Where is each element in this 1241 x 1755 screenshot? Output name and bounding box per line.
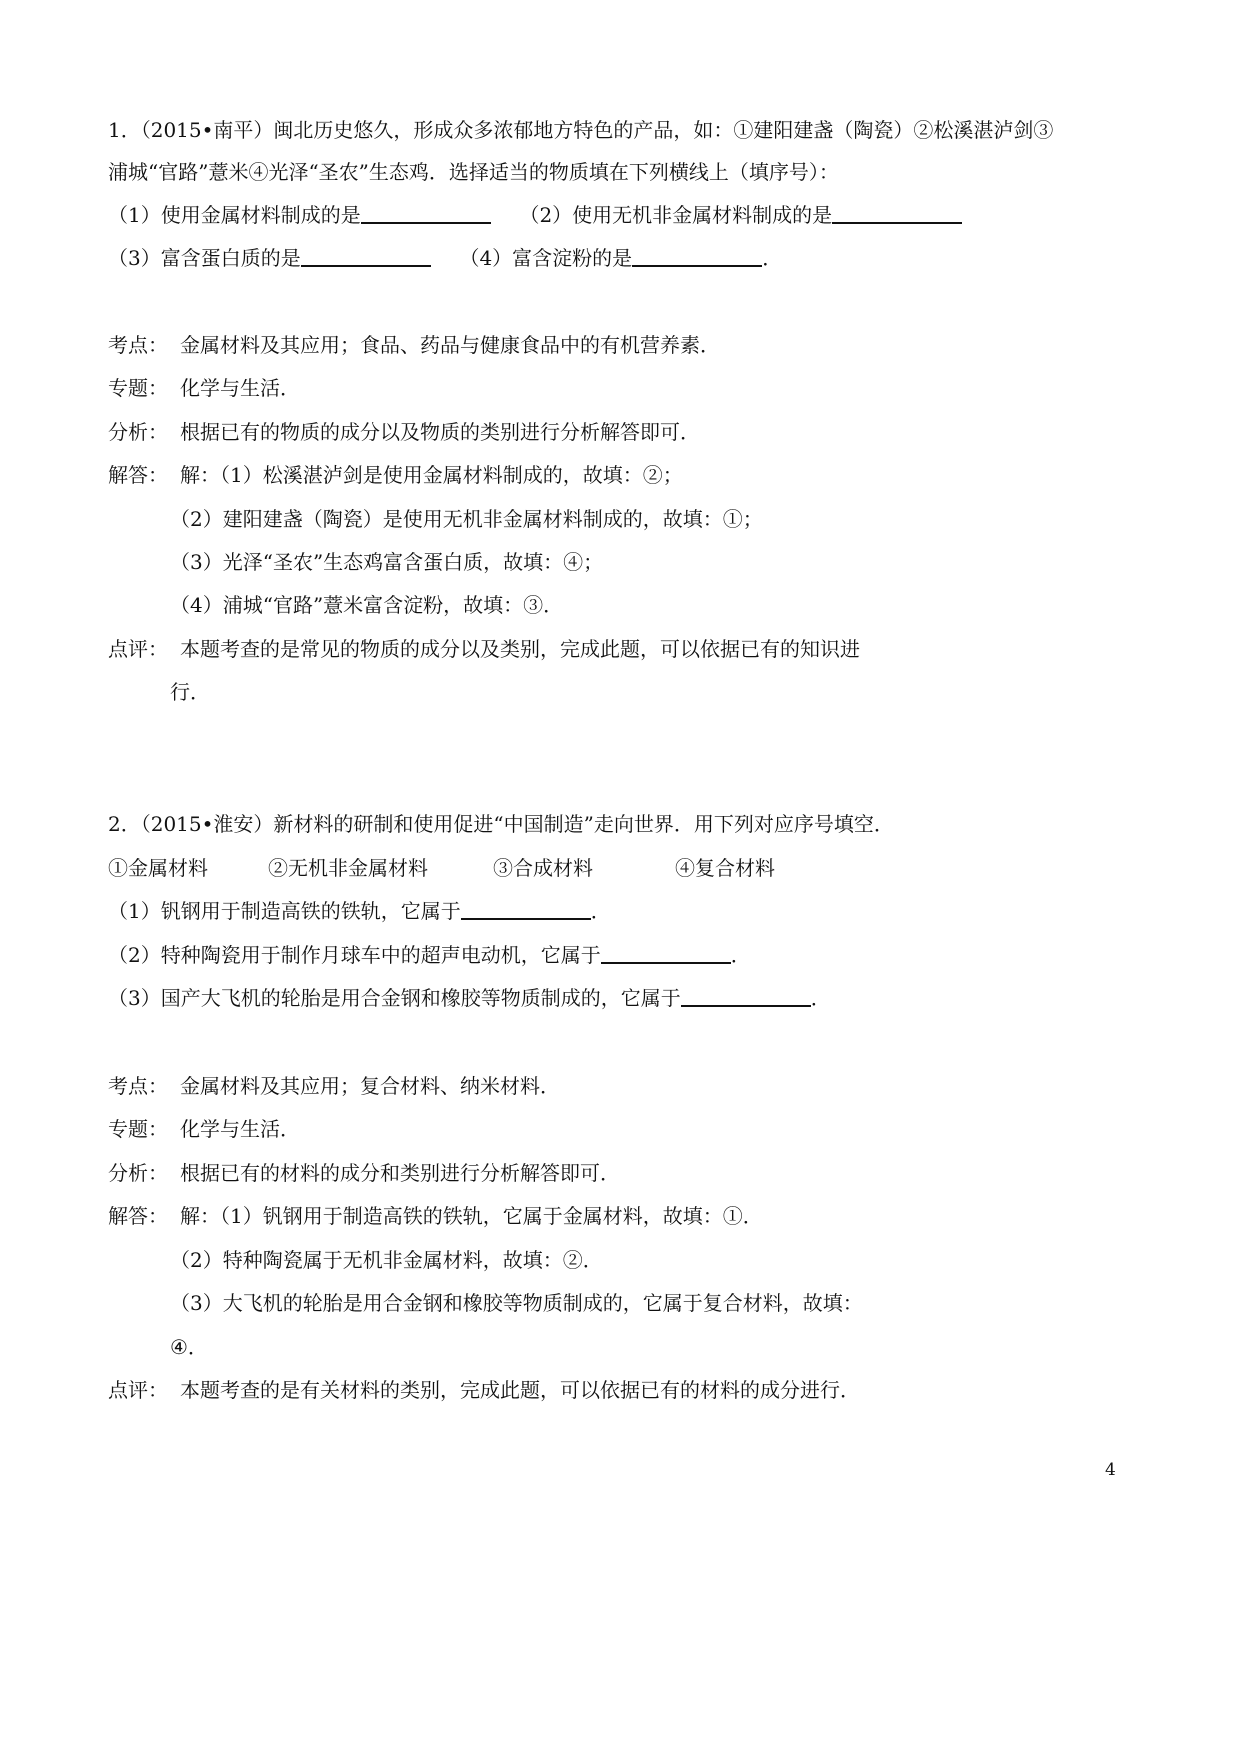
q2-fenxi-text: 根据已有的材料的成分和类别进行分析解答即可． — [180, 1161, 620, 1185]
q1-fenxi — [108, 418, 700, 446]
q2-option-4: ④复合材料 — [675, 856, 775, 880]
q1-sub2-blank[interactable] — [832, 202, 962, 224]
q2-sub2-end: ． — [730, 943, 751, 967]
q2-kaodian-text: 金属材料及其应用；复合材料、纳米材料． — [180, 1074, 560, 1098]
q1-zhuanti-text: 化学与生活． — [180, 376, 300, 400]
q2-jieda-line4: ④． — [170, 1335, 208, 1359]
q1-dianping-line2: 行． — [170, 680, 210, 704]
q2-sub1-blank[interactable] — [461, 898, 591, 920]
q2-sub2-text: （2）特种陶瓷用于制作月球车中的超声电动机，它属于 — [108, 943, 601, 967]
q1-sub1-text: （1）使用金属材料制成的是 — [108, 203, 361, 227]
q2-dianping — [108, 1376, 860, 1404]
page-number: 4 — [1105, 1460, 1116, 1480]
q2-zhuanti-label: 专题： — [108, 1117, 168, 1141]
q2-jieda-label: 解答： — [108, 1204, 168, 1228]
q1-sub3-text: （3）富含蛋白质的是 — [108, 246, 301, 270]
q1-jieda-line1: 解：（1）松溪湛泸剑是使用金属材料制成的，故填：②； — [180, 463, 683, 487]
q2-fenxi — [108, 1159, 620, 1187]
q2-option-1: ①金属材料 — [108, 856, 208, 880]
q2-jieda-line2: （2）特种陶瓷属于无机非金属材料，故填：②． — [170, 1248, 603, 1272]
q1-dianping — [108, 635, 860, 663]
q2-zhuanti — [108, 1115, 300, 1143]
q1-stem-line1: 1．（2015•南平）闽北历史悠久，形成众多浓郁地方特色的产品，如：①建阳建盏（陶瓷）②松溪湛泸剑③ — [108, 118, 1054, 142]
q2-jieda-line1: 解：（1）钒钢用于制造高铁的铁轨，它属于金属材料，故填：①． — [180, 1204, 763, 1228]
q2-sub1-text: （1）钒钢用于制造高铁的铁轨，它属于 — [108, 899, 461, 923]
q2-option-3: ③合成材料 — [493, 856, 593, 880]
q1-sub3-blank[interactable] — [301, 245, 431, 267]
q1-sub2-text: （2）使用无机非金属材料制成的是 — [519, 203, 833, 227]
q1-sub4-text: （4）富含淀粉的是 — [459, 246, 633, 270]
q2-dianping-label: 点评： — [108, 1378, 168, 1402]
q1-jieda-line2: （2）建阳建盏（陶瓷）是使用无机非金属材料制成的，故填：①； — [170, 507, 763, 531]
q1-subquestions-row2 — [108, 244, 782, 272]
q2-sub2 — [108, 941, 751, 969]
q1-fenxi-label: 分析： — [108, 420, 168, 444]
q2-sub3 — [108, 984, 831, 1012]
q2-jieda — [108, 1202, 763, 1230]
q1-sub1-blank[interactable] — [361, 202, 491, 224]
q1-subquestions-row1 — [108, 201, 962, 229]
q2-stem-line1: 2．（2015•淮安）新材料的研制和使用促进“中国制造”走向世界．用下列对应序号填空． — [108, 812, 894, 836]
q2-fenxi-label: 分析： — [108, 1161, 168, 1185]
q1-jieda-line3: （3）光泽“圣农”生态鸡富含蛋白质，故填：④； — [170, 550, 604, 574]
q2-sub1 — [108, 897, 611, 925]
q1-kaodian — [108, 331, 720, 359]
q2-dianping-text: 本题考查的是有关材料的类别，完成此题，可以依据已有的材料的成分进行． — [180, 1378, 860, 1402]
q2-option-2: ②无机非金属材料 — [268, 856, 428, 880]
q1-stem-line2: 浦城“官路”薏米④光泽“圣农”生态鸡．选择适当的物质填在下列横线上（填序号）： — [108, 160, 839, 184]
q2-jieda-line3: （3）大飞机的轮胎是用合金钢和橡胶等物质制成的，它属于复合材料，故填： — [170, 1291, 863, 1315]
q2-sub3-end: ． — [810, 986, 831, 1010]
q2-zhuanti-text: 化学与生活． — [180, 1117, 300, 1141]
q2-kaodian-label: 考点： — [108, 1074, 168, 1098]
q1-kaodian-text: 金属材料及其应用；食品、药品与健康食品中的有机营养素． — [180, 333, 720, 357]
q1-dianping-label: 点评： — [108, 637, 168, 661]
q1-jieda-label: 解答： — [108, 463, 168, 487]
q2-kaodian — [108, 1072, 560, 1100]
q2-sub3-text: （3）国产大飞机的轮胎是用合金钢和橡胶等物质制成的，它属于 — [108, 986, 681, 1010]
q1-end-mark: ． — [762, 246, 783, 270]
q1-zhuanti — [108, 374, 300, 402]
q1-jieda — [108, 461, 683, 489]
q2-sub1-end: ． — [590, 899, 611, 923]
q1-zhuanti-label: 专题： — [108, 376, 168, 400]
q1-sub4-blank[interactable] — [632, 245, 762, 267]
q2-sub2-blank[interactable] — [601, 942, 731, 964]
q1-jieda-line4: （4）浦城“官路”薏米富含淀粉，故填：③． — [170, 593, 564, 617]
q1-fenxi-text: 根据已有的物质的成分以及物质的类别进行分析解答即可． — [180, 420, 700, 444]
q1-kaodian-label: 考点： — [108, 333, 168, 357]
q2-sub3-blank[interactable] — [681, 985, 811, 1007]
q1-dianping-line1: 本题考查的是常见的物质的成分以及类别，完成此题，可以依据已有的知识进 — [180, 637, 860, 661]
